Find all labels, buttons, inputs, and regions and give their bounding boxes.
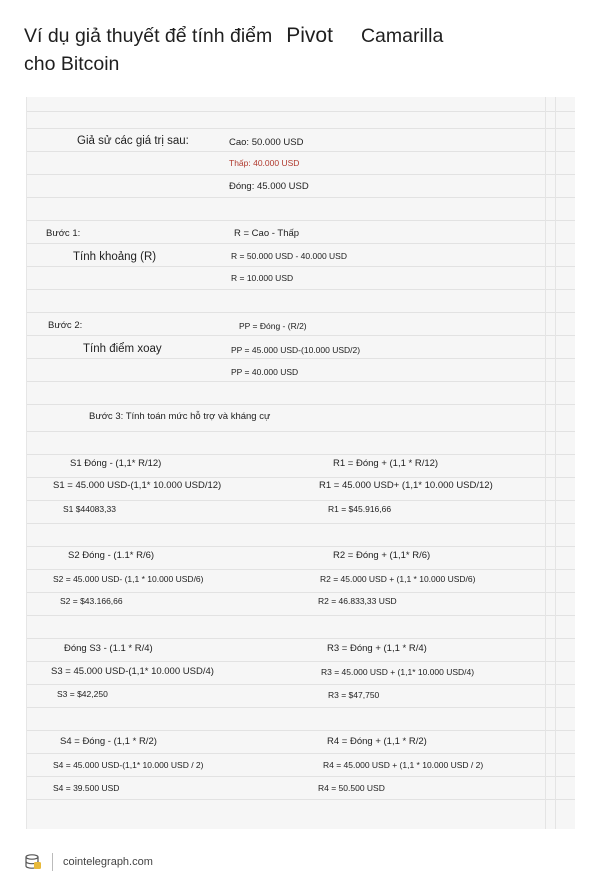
ruled-line: [27, 799, 575, 800]
s4-calc: S4 = 45.000 USD-(1,1* 10.000 USD / 2): [53, 760, 204, 770]
ruled-line: [27, 220, 575, 221]
ruled-line: [27, 381, 575, 382]
r4-formula: R4 = Đóng + (1,1 * R/2): [327, 736, 427, 747]
ruled-line: [27, 128, 575, 129]
step2-result: PP = 40.000 USD: [231, 367, 299, 377]
s4-result: S4 = 39.500 USD: [53, 783, 120, 793]
ruled-line: [27, 592, 575, 593]
title-line-2: cho Bitcoin: [24, 53, 120, 75]
r4-result: R4 = 50.500 USD: [318, 783, 385, 793]
r1-result: R1 = $45.916,66: [328, 504, 392, 514]
title-part-2: Pivot: [286, 24, 333, 47]
ruled-line: [27, 546, 575, 547]
step1-formula: R = Cao - Thấp: [234, 228, 300, 239]
assume-high: Cao: 50.000 USD: [229, 137, 304, 148]
page-title: [24, 22, 584, 78]
ruled-line: [27, 151, 575, 152]
s3-calc: S3 = 45.000 USD-(1,1* 10.000 USD/4): [51, 666, 214, 677]
r3-result: R3 = $47,750: [328, 690, 380, 700]
ruled-line: [27, 707, 575, 708]
ruled-line: [27, 454, 575, 455]
ruled-line: [27, 753, 575, 754]
margin-line: [545, 97, 546, 829]
r1-calc: R1 = 45.000 USD+ (1,1* 10.000 USD/12): [319, 480, 493, 491]
ruled-line: [27, 523, 575, 524]
step2-formula: PP = Đóng - (R/2): [239, 321, 307, 331]
s1-calc: S1 = 45.000 USD-(1,1* 10.000 USD/12): [53, 480, 222, 491]
assume-label: Giả sử các giá trị sau:: [77, 135, 189, 147]
step1-desc: Tính khoảng (R): [73, 251, 157, 263]
assume-close: Đóng: 45.000 USD: [229, 181, 309, 192]
s2-formula: S2 Đóng - (1.1* R/6): [68, 550, 155, 561]
ruled-line: [27, 569, 575, 570]
step2-calc: PP = 45.000 USD-(10.000 USD/2): [231, 345, 361, 355]
footer-site[interactable]: cointelegraph.com: [63, 856, 153, 868]
ruled-line: [27, 684, 575, 685]
ruled-line: [27, 730, 575, 731]
ruled-line: [27, 615, 575, 616]
ruled-line: [27, 776, 575, 777]
ruled-line: [27, 243, 575, 244]
ruled-line: [27, 638, 575, 639]
step2-label: Bước 2:: [48, 320, 83, 331]
ruled-line: [27, 335, 575, 336]
title-part-1: Ví dụ giả thuyết để tính điểm: [24, 25, 273, 47]
ruled-line: [27, 500, 575, 501]
s3-formula: Đóng S3 - (1.1 * R/4): [64, 643, 153, 654]
step2-desc: Tính điểm xoay: [83, 343, 162, 355]
s4-formula: S4 = Đóng - (1,1 * R/2): [60, 736, 157, 747]
assume-low: Thấp: 40.000 USD: [229, 158, 300, 168]
ruled-line: [27, 111, 575, 112]
ruled-line: [27, 661, 575, 662]
ruled-line: [27, 358, 575, 359]
ruled-line: [27, 431, 575, 432]
step1-calc: R = 50.000 USD - 40.000 USD: [231, 251, 347, 261]
ruled-line: [27, 312, 575, 313]
footer: [24, 852, 153, 872]
ruled-line: [27, 266, 575, 267]
r2-calc: R2 = 45.000 USD + (1,1 * 10.000 USD/6): [320, 574, 476, 584]
step3-label: Bước 3: Tính toán mức hỗ trợ và kháng cự: [89, 411, 271, 422]
step1-label: Bước 1:: [46, 228, 81, 239]
cointelegraph-logo-icon: [24, 853, 42, 871]
r4-calc: R4 = 45.000 USD + (1,1 * 10.000 USD / 2): [323, 760, 484, 770]
r1-formula: R1 = Đóng + (1,1 * R/12): [333, 458, 439, 469]
s3-result: S3 = $42,250: [57, 689, 108, 699]
ruled-line: [27, 289, 575, 290]
step1-result: R = 10.000 USD: [231, 273, 294, 283]
s2-result: S2 = $43.166,66: [60, 596, 123, 606]
title-part-3: Camarilla: [360, 25, 444, 47]
r2-formula: R2 = Đóng + (1,1* R/6): [333, 550, 431, 561]
s1-formula: S1 Đóng - (1,1* R/12): [70, 458, 162, 469]
r2-result: R2 = 46.833,33 USD: [318, 596, 397, 606]
ruled-line: [27, 404, 575, 405]
r3-formula: R3 = Đóng + (1,1 * R/4): [327, 643, 427, 654]
s1-result: S1 $44083,33: [63, 504, 116, 514]
ruled-line: [27, 174, 575, 175]
margin-line: [555, 97, 556, 829]
r3-calc: R3 = 45.000 USD + (1,1* 10.000 USD/4): [321, 667, 475, 677]
footer-divider: [52, 853, 53, 871]
worksheet-paper: [26, 97, 575, 829]
s2-calc: S2 = 45.000 USD- (1,1 * 10.000 USD/6): [53, 574, 204, 584]
ruled-line: [27, 197, 575, 198]
ruled-line: [27, 477, 575, 478]
